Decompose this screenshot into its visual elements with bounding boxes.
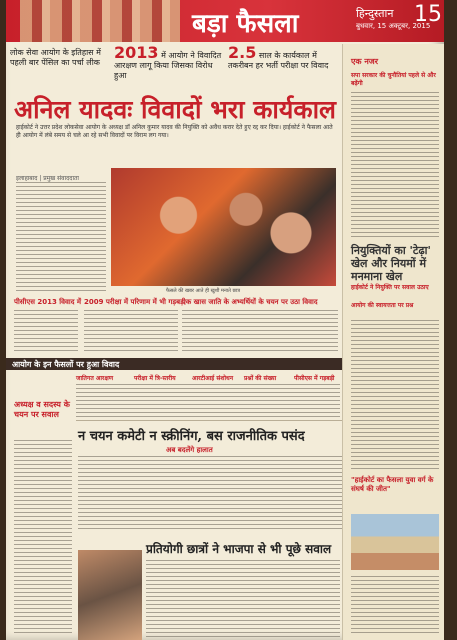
- dateline: बुधवार, 15 अक्टूबर, 2015: [356, 22, 431, 30]
- page-number: 15: [414, 2, 442, 27]
- divider: [76, 420, 342, 421]
- text-column: [146, 560, 340, 638]
- secondary-headline: न चयन कमेटी न स्क्रीनिंग, बस राजनीतिक पसंद: [78, 429, 305, 444]
- sidebar-item-3: आयोग की स्वायत्तता पर प्रश्न: [351, 302, 414, 309]
- text-column: [14, 310, 78, 354]
- fact-strip: [6, 44, 341, 84]
- subhead-2: 2009 परीक्षा में परिणाम में भी गड़बड़ी: [84, 298, 186, 306]
- text-column: [76, 384, 340, 418]
- text-column: [351, 320, 439, 470]
- sidebar-item-2: हाईकोर्ट ने नियुक्ति पर सवाल उठाए: [351, 284, 429, 291]
- photo-caption: फैसले की खबर आते ही खुशी मनाते छात्र: [166, 288, 241, 294]
- text-column: [351, 92, 439, 240]
- main-headline: अनिल यादवः विवादों भरा कार्यकाल: [14, 95, 336, 124]
- mini-head-5: पीसीएस में गड़बड़ी: [294, 375, 335, 382]
- text-column: [182, 310, 338, 354]
- newspaper-page: [6, 0, 444, 640]
- mini-head-2: परीक्षा में त्रि-स्तरीय: [134, 375, 176, 382]
- sidebar: [342, 44, 444, 640]
- masthead-banner: [6, 0, 444, 42]
- banner-photo: [20, 0, 180, 42]
- subhead-1: पीसीएस 2013 विवाद में: [14, 298, 82, 306]
- mini-head-1: जातिगत आरक्षण: [76, 375, 114, 382]
- secondary-subhead: अब बदलेंगे हालात: [166, 446, 213, 454]
- building-photo: [351, 514, 439, 570]
- sidebar-tag: एक नजर: [351, 57, 379, 66]
- byline: इलाहाबाद | प्रमुख संवाददाता: [16, 175, 79, 182]
- students-photo: [78, 550, 142, 640]
- text-column: [14, 440, 72, 636]
- text-column: [351, 576, 439, 636]
- fact-3: 2.5 साल के कार्यकाल में तकरीबन हर भर्ती परीक्षा पर विवाद: [228, 43, 329, 70]
- brand-name: हिन्दुस्तान: [356, 7, 394, 20]
- text-column: [78, 456, 342, 532]
- crowd-photo: [111, 168, 336, 286]
- sidebar-item-1: सपा सरकार की चुनौतियां पहले से और बढ़ेंगी: [351, 72, 436, 87]
- mini-head-3: आरटीआई संशोधन: [192, 375, 234, 382]
- subhead-3: एक खास जाति के अभ्यर्थियों के चयन पर उठा विवाद: [182, 298, 318, 306]
- sidebar-quote: "हाईकोर्ट का फैसला युवा वर्ग के संघर्ष की जीत": [351, 476, 434, 493]
- fact-2: 2013 में आयोग ने विवादित आरक्षण लागू किया जिसका विरोध हुआ: [114, 43, 222, 80]
- lead-paragraph: हाईकोर्ट ने उत्तर प्रदेश लोकसेवा आयोग के अध्यक्ष डॉ अनिल कुमार यादव की नियुक्ति को अवैध करार देते हुए रद्द कर दिया। हाईकोर्ट ने फैसला आते ही आयोग में लंबे समय से चले आ रहे सभी विवादों पर विराम लग गया।: [16, 124, 333, 139]
- section-label: आयोग के इन फैसलों पर हुआ विवाद: [12, 360, 120, 369]
- left-column-head: अध्यक्ष व सदस्य के चयन पर सवाल: [14, 400, 70, 419]
- mini-head-4: प्रश्नों की संख्या: [244, 375, 277, 382]
- fact-1: लोक सेवा आयोग के इतिहास में पहली बार पेंसिल का पर्चा लीक: [10, 48, 101, 67]
- text-column: [16, 182, 106, 292]
- sidebar-headline: नियुक्तियों का 'टेढ़ा' खेल और नियमों में मनमाना खेल: [351, 244, 431, 283]
- text-column: [84, 310, 178, 354]
- tertiary-headline: प्रतियोगी छात्रों ने भाजपा से भी पूछे सवाल: [146, 542, 332, 556]
- section-title: बड़ा फैसला: [192, 9, 299, 39]
